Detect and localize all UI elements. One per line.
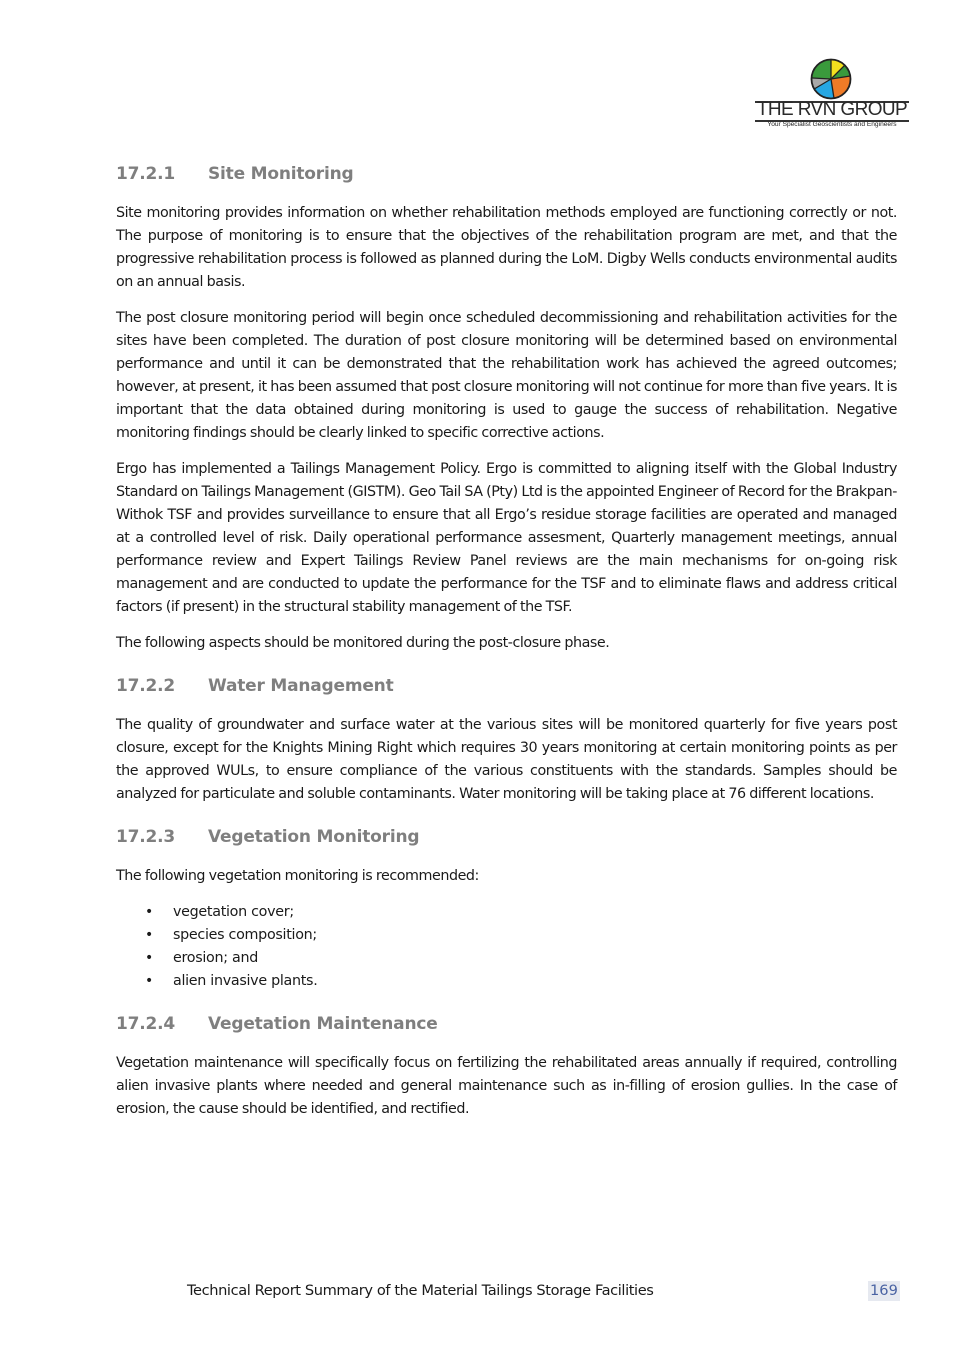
paragraph: The following aspects should be monitored during the post-closure phase.: [116, 635, 610, 651]
list-item: • alien invasive plants.: [116, 970, 897, 993]
section-number: 17.2.1: [116, 164, 176, 184]
footer-report-title: Technical Report Summary of the Material Tailings Storage Facilities: [187, 1282, 654, 1299]
paragraph: The following vegetation monitoring is recommended:: [116, 868, 479, 884]
bullet-list: [116, 901, 897, 993]
page-footer: [0, 1280, 966, 1302]
section-vegetation-monitoring: [116, 823, 897, 993]
section-number: 17.2.4: [116, 1014, 176, 1034]
section-number: 17.2.3: [116, 827, 176, 847]
section-title: Site Monitoring: [208, 164, 354, 184]
logo-brand-name: THE RVN GROUP: [756, 99, 908, 120]
page-number: 169: [870, 1282, 898, 1299]
section-title: Vegetation Maintenance: [208, 1014, 438, 1034]
section-number: 17.2.2: [116, 676, 176, 696]
section-heading: [116, 160, 897, 188]
paragraph: The post closure monitoring period will begin once scheduled decommissioning and rehabilitation activities for the sites have been completed. The duration of post closure monitoring will be determined based on environmental performance and until it can be demonstrated that the rehabilitation work has achieved the agreed outcomes; however, at present, it has been assumed that post closure monitoring will not continue for more than five years. It is important that the data obtained during monitoring is used to gauge the success of rehabilitation. Negative monitoring findings should be clearly linked to specific corrective actions.: [116, 310, 897, 441]
paragraph: Site monitoring provides information on whether rehabilitation methods employed are functioning correctly or not. The purpose of monitoring is to ensure that the objectives of the rehabilitation program are met, and that the progressive rehabilitation process is followed as planned during the LoM. Digby Wells conducts environmental audits on an annual basis.: [116, 205, 897, 290]
rvn-pie-logo-icon: [810, 58, 852, 100]
section-title: Water Management: [208, 676, 394, 696]
list-item: • vegetation cover;: [116, 901, 897, 924]
paragraph: Ergo has implemented a Tailings Management Policy. Ergo is committed to aligning itself with the Global Industry Standard on Tailings Management (GISTM). Geo Tail SA (Pty) Ltd is the appointed Engineer of Record for the Brakpan-Withok TSF and provides surveillance to ensure that all Ergo’s residue storage facilities are operated and managed at a controlled level of risk. Daily operational performance assesment, Quarterly management meetings, annual performance review and Expert Tailings Review Panel reviews are the main mechanisms for on-going risk management and are conducted to update the performance for the TSF and to eliminate flaws and address critical factors (if present) in the structural stability management of the TSF.: [116, 461, 897, 615]
list-item: • species composition;: [116, 924, 897, 947]
document-body: [116, 160, 897, 1121]
company-logo: [752, 58, 912, 134]
section-heading: [116, 672, 897, 700]
section-title: Vegetation Monitoring: [208, 827, 420, 847]
logo-tagline: Your Specialist Geoscientists and Engineers: [767, 121, 897, 128]
list-item: • erosion; and: [116, 947, 897, 970]
paragraph: The quality of groundwater and surface water at the various sites will be monitored quarterly for five years post closure, except for the Knights Mining Right which requires 30 years monitoring at certain monitoring points as per the approved WULs, to ensure compliance of the various constituents with the standards. Samples should be analyzed for particulate and soluble contaminants. Water monitoring will be taking place at 76 different locations.: [116, 717, 897, 802]
paragraph: Vegetation maintenance will specifically focus on fertilizing the rehabilitated areas annually if required, controlling alien invasive plants where needed and general maintenance such as in-filling of erosion gullies. In the case of erosion, the cause should be identified, and rectified.: [116, 1055, 897, 1117]
section-site-monitoring: [116, 160, 897, 655]
section-vegetation-maintenance: [116, 1010, 897, 1121]
section-heading: [116, 823, 897, 851]
section-heading: [116, 1010, 897, 1038]
section-water-management: [116, 672, 897, 806]
